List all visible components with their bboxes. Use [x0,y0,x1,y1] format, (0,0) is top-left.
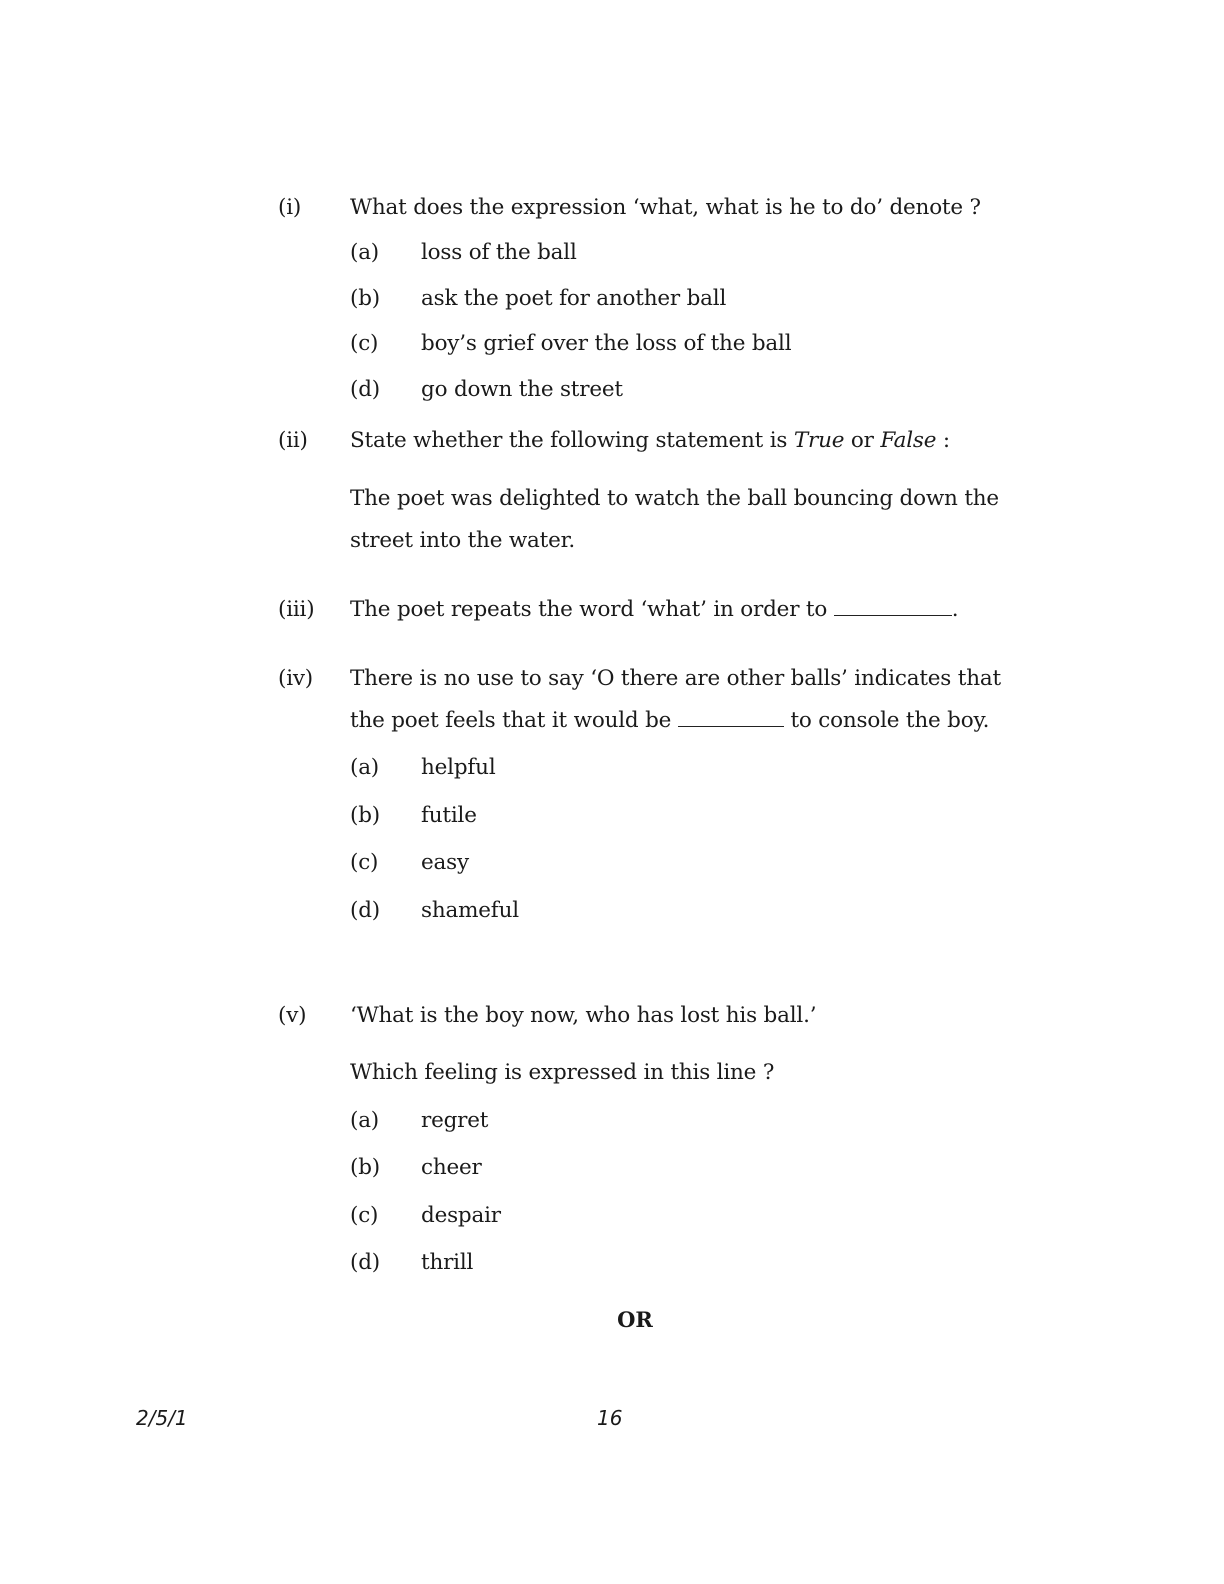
question-text-part: to console the boy. [790,708,990,733]
statement-line: The poet was delighted to watch the ball bouncing down the [350,486,999,511]
option-label: (d) [350,1250,380,1275]
option-text: loss of the ball [421,240,577,265]
statement-line: street into the water. [350,528,575,553]
option-text: cheer [421,1155,482,1180]
option-label: (d) [350,377,380,402]
quoted-line: ‘What is the boy now, who has lost his ball.’ [350,1003,817,1028]
question-text-part: : [936,428,950,453]
paper-code: 2/5/1 [136,1406,188,1430]
option-label: (b) [350,286,380,311]
fill-blank [678,726,784,727]
false-word: False [880,428,937,453]
page-number: 16 [597,1406,623,1430]
question-number: (iii) [278,597,315,622]
question-text-part: State whether the following statement is [350,428,794,453]
option-text: regret [421,1108,489,1133]
option-text: despair [421,1203,501,1228]
option-text: helpful [421,755,496,780]
question-text-part: or [844,428,881,453]
question-number: (i) [278,195,302,220]
option-label: (c) [350,1203,379,1228]
option-text: ask the poet for another ball [421,286,727,311]
question-number: (v) [278,1003,307,1028]
question-text-part: The poet repeats the word ‘what’ in order to [350,597,828,622]
option-label: (d) [350,898,380,923]
true-word: True [793,428,845,453]
option-label: (a) [350,755,379,780]
option-text: easy [421,850,469,875]
question-text [350,708,989,733]
question-number: (ii) [278,428,308,453]
option-text: go down the street [421,377,623,402]
option-label: (c) [350,850,379,875]
question-text: There is no use to say ‘O there are other balls’ indicates that [350,666,1001,691]
option-text: shameful [421,898,519,923]
option-label: (a) [350,240,379,265]
option-label: (b) [350,803,380,828]
question-number: (iv) [278,666,313,691]
option-text: thrill [421,1250,474,1275]
or-separator: OR [617,1307,653,1332]
question-text [350,597,958,622]
question-text: Which feeling is expressed in this line ? [350,1060,775,1085]
fill-blank [834,615,952,616]
question-text [350,428,950,453]
option-label: (c) [350,331,379,356]
option-label: (a) [350,1108,379,1133]
question-text-part: the poet feels that it would be [350,708,672,733]
option-text: boy’s grief over the loss of the ball [421,331,792,356]
question-text-part: . [951,597,959,622]
option-text: futile [421,803,477,828]
question-text: What does the expression ‘what, what is he to do’ denote ? [350,195,981,220]
option-label: (b) [350,1155,380,1180]
